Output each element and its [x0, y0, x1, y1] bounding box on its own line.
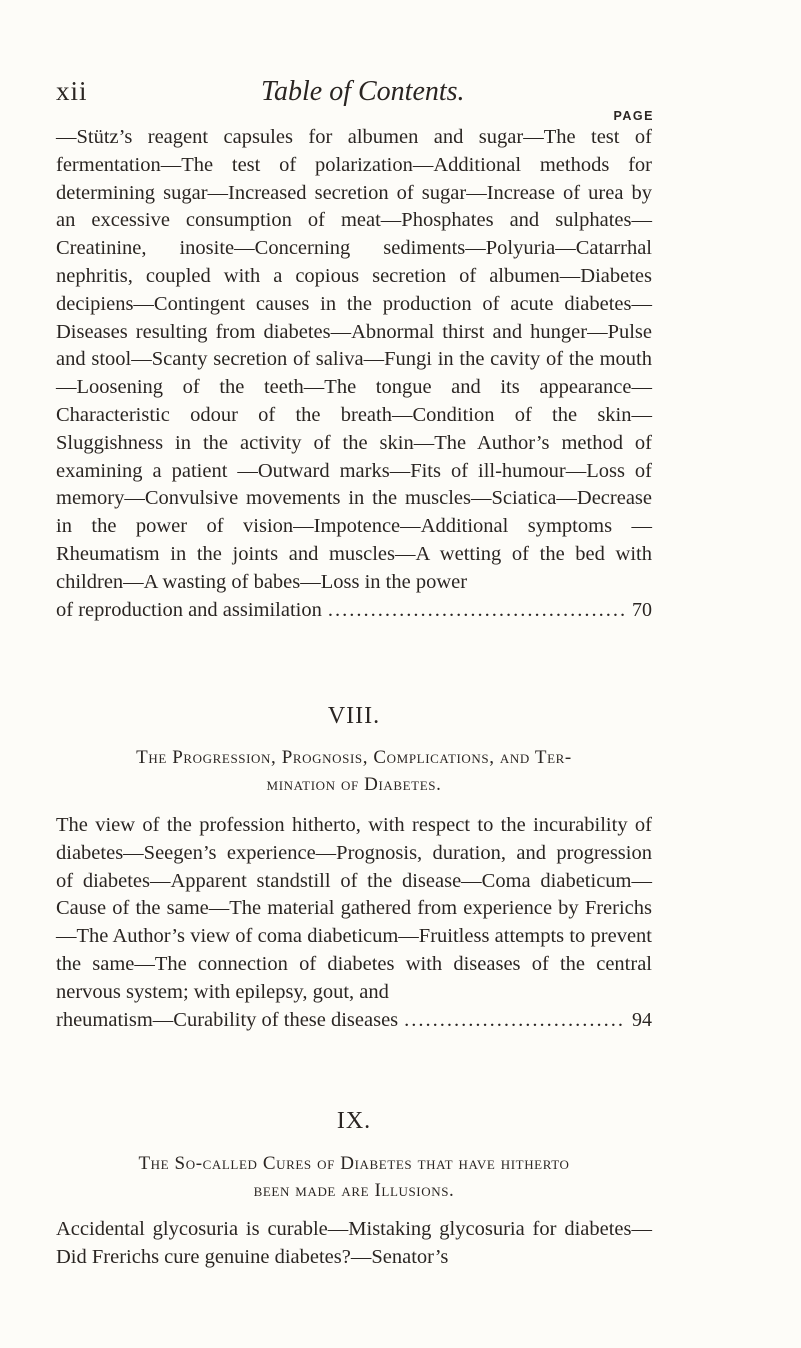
section-viii-text: The view of the profession hitherto, with respect to the incurability of diabetes—Seegen’s experience—Prognosis, duration, and progression of diabetes—Apparent standstill of the disease—Coma diabeticum—Cause of the same—The material gathered from experience by Frerichs—The Author’s view of coma diabeticum—Fruitless attempts to prevent the same—The connection of diabetes with diseases of the central nervous system; with epilepsy, gout, and: [56, 814, 652, 1003]
section-viii-last-text: rheumatism—Curability of these diseases: [56, 1008, 399, 1031]
leader-dots: [328, 597, 626, 625]
section-vii-contents: [56, 124, 652, 624]
section-viii-title-line2: mination of Diabetes.: [266, 774, 442, 795]
running-title: Table of Contents.: [261, 76, 465, 107]
section-ix-number: IX.: [336, 1108, 372, 1134]
document-page: [56, 0, 652, 1348]
section-viii-page-ref: 94: [632, 1008, 652, 1031]
section-viii-title: [56, 744, 652, 798]
section-vii-last-text: of reproduction and assimilation: [56, 598, 322, 621]
page-column-label: PAGE: [613, 109, 654, 123]
section-ix-contents: [56, 1216, 652, 1272]
section-viii-number: VIII.: [327, 703, 381, 729]
section-ix-title-line2: been made are Illusions.: [253, 1180, 455, 1201]
section-viii-last-line: [56, 1007, 652, 1035]
section-vii-text: —Stütz’s reagent capsules for albumen and sugar—The test of fermentation—The test of polarization—Additional methods for determining sugar—Increased secretion of sugar—Increase of urea by an excessive consumption of meat—Phosphates and sulphates—Creatinine, inosite—Concerning sediments—Polyuria—Catarrhal nephritis, coupled with a copious secretion of albumen—Diabetes decipiens—Contingent causes in the production of acute diabetes—Diseases resulting from diabetes—Abnormal thirst and hunger—Pulse and stool—Scanty secretion of saliva—Fungi in the cavity of the mouth—Loosening of the teeth—The tongue and its appearance—Characteristic odour of the breath—Condition of the skin—Sluggishness in the activity of the skin—The Author’s method of examining a patient —Outward marks—Fits of ill-humour—Loss of memory—Convulsive movements in the muscles—Sciatica—Decrease in the power of vision—Impotence—Additional symptoms —Rheumatism in the joints and muscles—A wetting of the bed with children—A wasting of babes—Loss in the power: [56, 126, 652, 593]
section-ix-text: Accidental glycosuria is curable—Mistaking glycosuria for diabetes—Did Frerichs cure genuine diabetes?—Senator’s: [56, 1218, 652, 1268]
section-vii-page-ref: 70: [632, 598, 652, 621]
section-vii-last-line: [56, 597, 652, 625]
section-ix-title: [56, 1150, 652, 1204]
section-ix-title-line1: The So-called Cures of Diabetes that have hitherto: [138, 1153, 570, 1174]
section-viii-contents: [56, 812, 652, 1034]
leader-dots: [404, 1007, 626, 1035]
section-viii-title-line1: The Progression, Prognosis, Complications, and Ter-: [136, 747, 572, 768]
page-number-roman: xii: [56, 76, 88, 106]
